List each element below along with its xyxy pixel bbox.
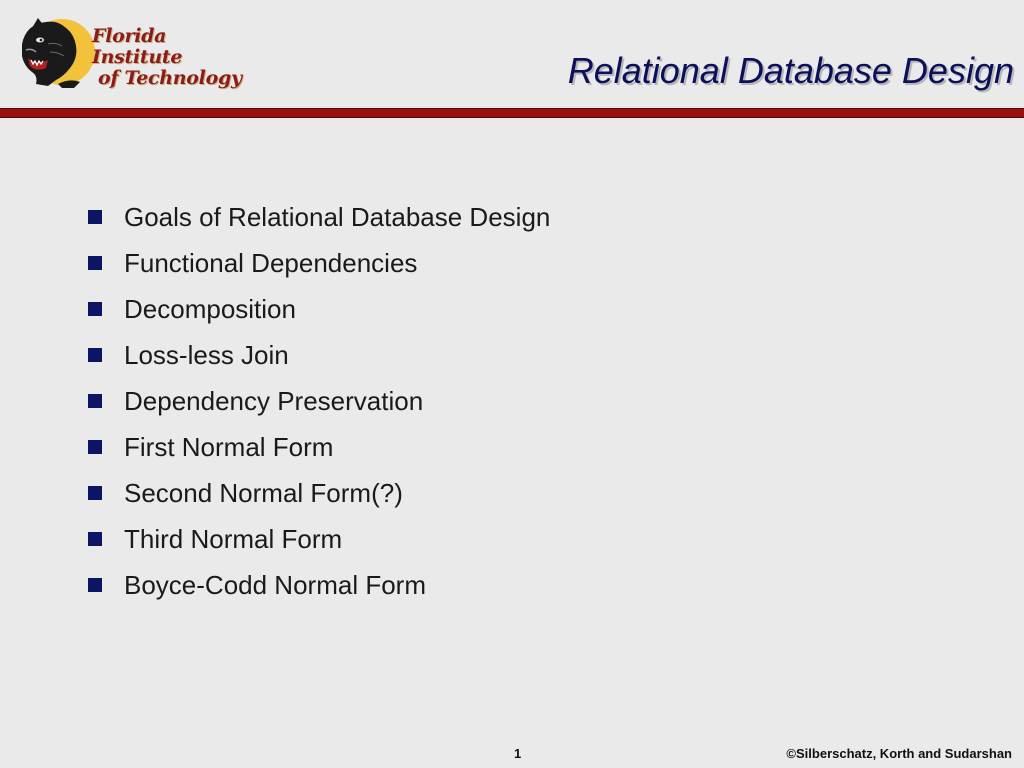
- list-item: [88, 286, 550, 332]
- square-bullet-icon: [88, 210, 102, 224]
- bullet-text: Second Normal Form(?): [124, 477, 403, 508]
- fit-logo: [18, 14, 258, 90]
- bullet-text: Functional Dependencies: [124, 247, 418, 278]
- slide-title: Relational Database Design: [567, 50, 1014, 91]
- page-number: 1: [514, 746, 522, 761]
- square-bullet-icon: [88, 578, 102, 592]
- logo-text-line2: of Technology: [98, 67, 242, 89]
- list-item: [88, 516, 550, 562]
- bullet-list: [88, 194, 550, 608]
- list-item: [88, 470, 550, 516]
- square-bullet-icon: [88, 256, 102, 270]
- square-bullet-icon: [88, 486, 102, 500]
- bullet-text: Third Normal Form: [124, 523, 343, 554]
- list-item: [88, 240, 550, 286]
- square-bullet-icon: [88, 302, 102, 316]
- bullet-text: First Normal Form: [124, 431, 334, 462]
- bullet-text: Dependency Preservation: [124, 385, 424, 416]
- logo-text-line1: Florida Institute: [92, 25, 183, 68]
- square-bullet-icon: [88, 348, 102, 362]
- square-bullet-icon: [88, 440, 102, 454]
- logo-text: [92, 26, 258, 89]
- bullet-text: Goals of Relational Database Design: [124, 201, 551, 232]
- bullet-text: Decomposition: [124, 293, 296, 324]
- square-bullet-icon: [88, 394, 102, 408]
- bullet-text: Boyce-Codd Normal Form: [124, 569, 426, 600]
- bullet-text: Loss-less Join: [124, 339, 289, 370]
- list-item: [88, 378, 550, 424]
- list-item: [88, 424, 550, 470]
- list-item: [88, 194, 550, 240]
- list-item: [88, 332, 550, 378]
- title-rule: [0, 108, 1024, 118]
- square-bullet-icon: [88, 532, 102, 546]
- list-item: [88, 562, 550, 608]
- panther-emblem-icon: [18, 14, 98, 90]
- copyright: ©Silberschatz, Korth and Sudarshan: [786, 746, 1012, 761]
